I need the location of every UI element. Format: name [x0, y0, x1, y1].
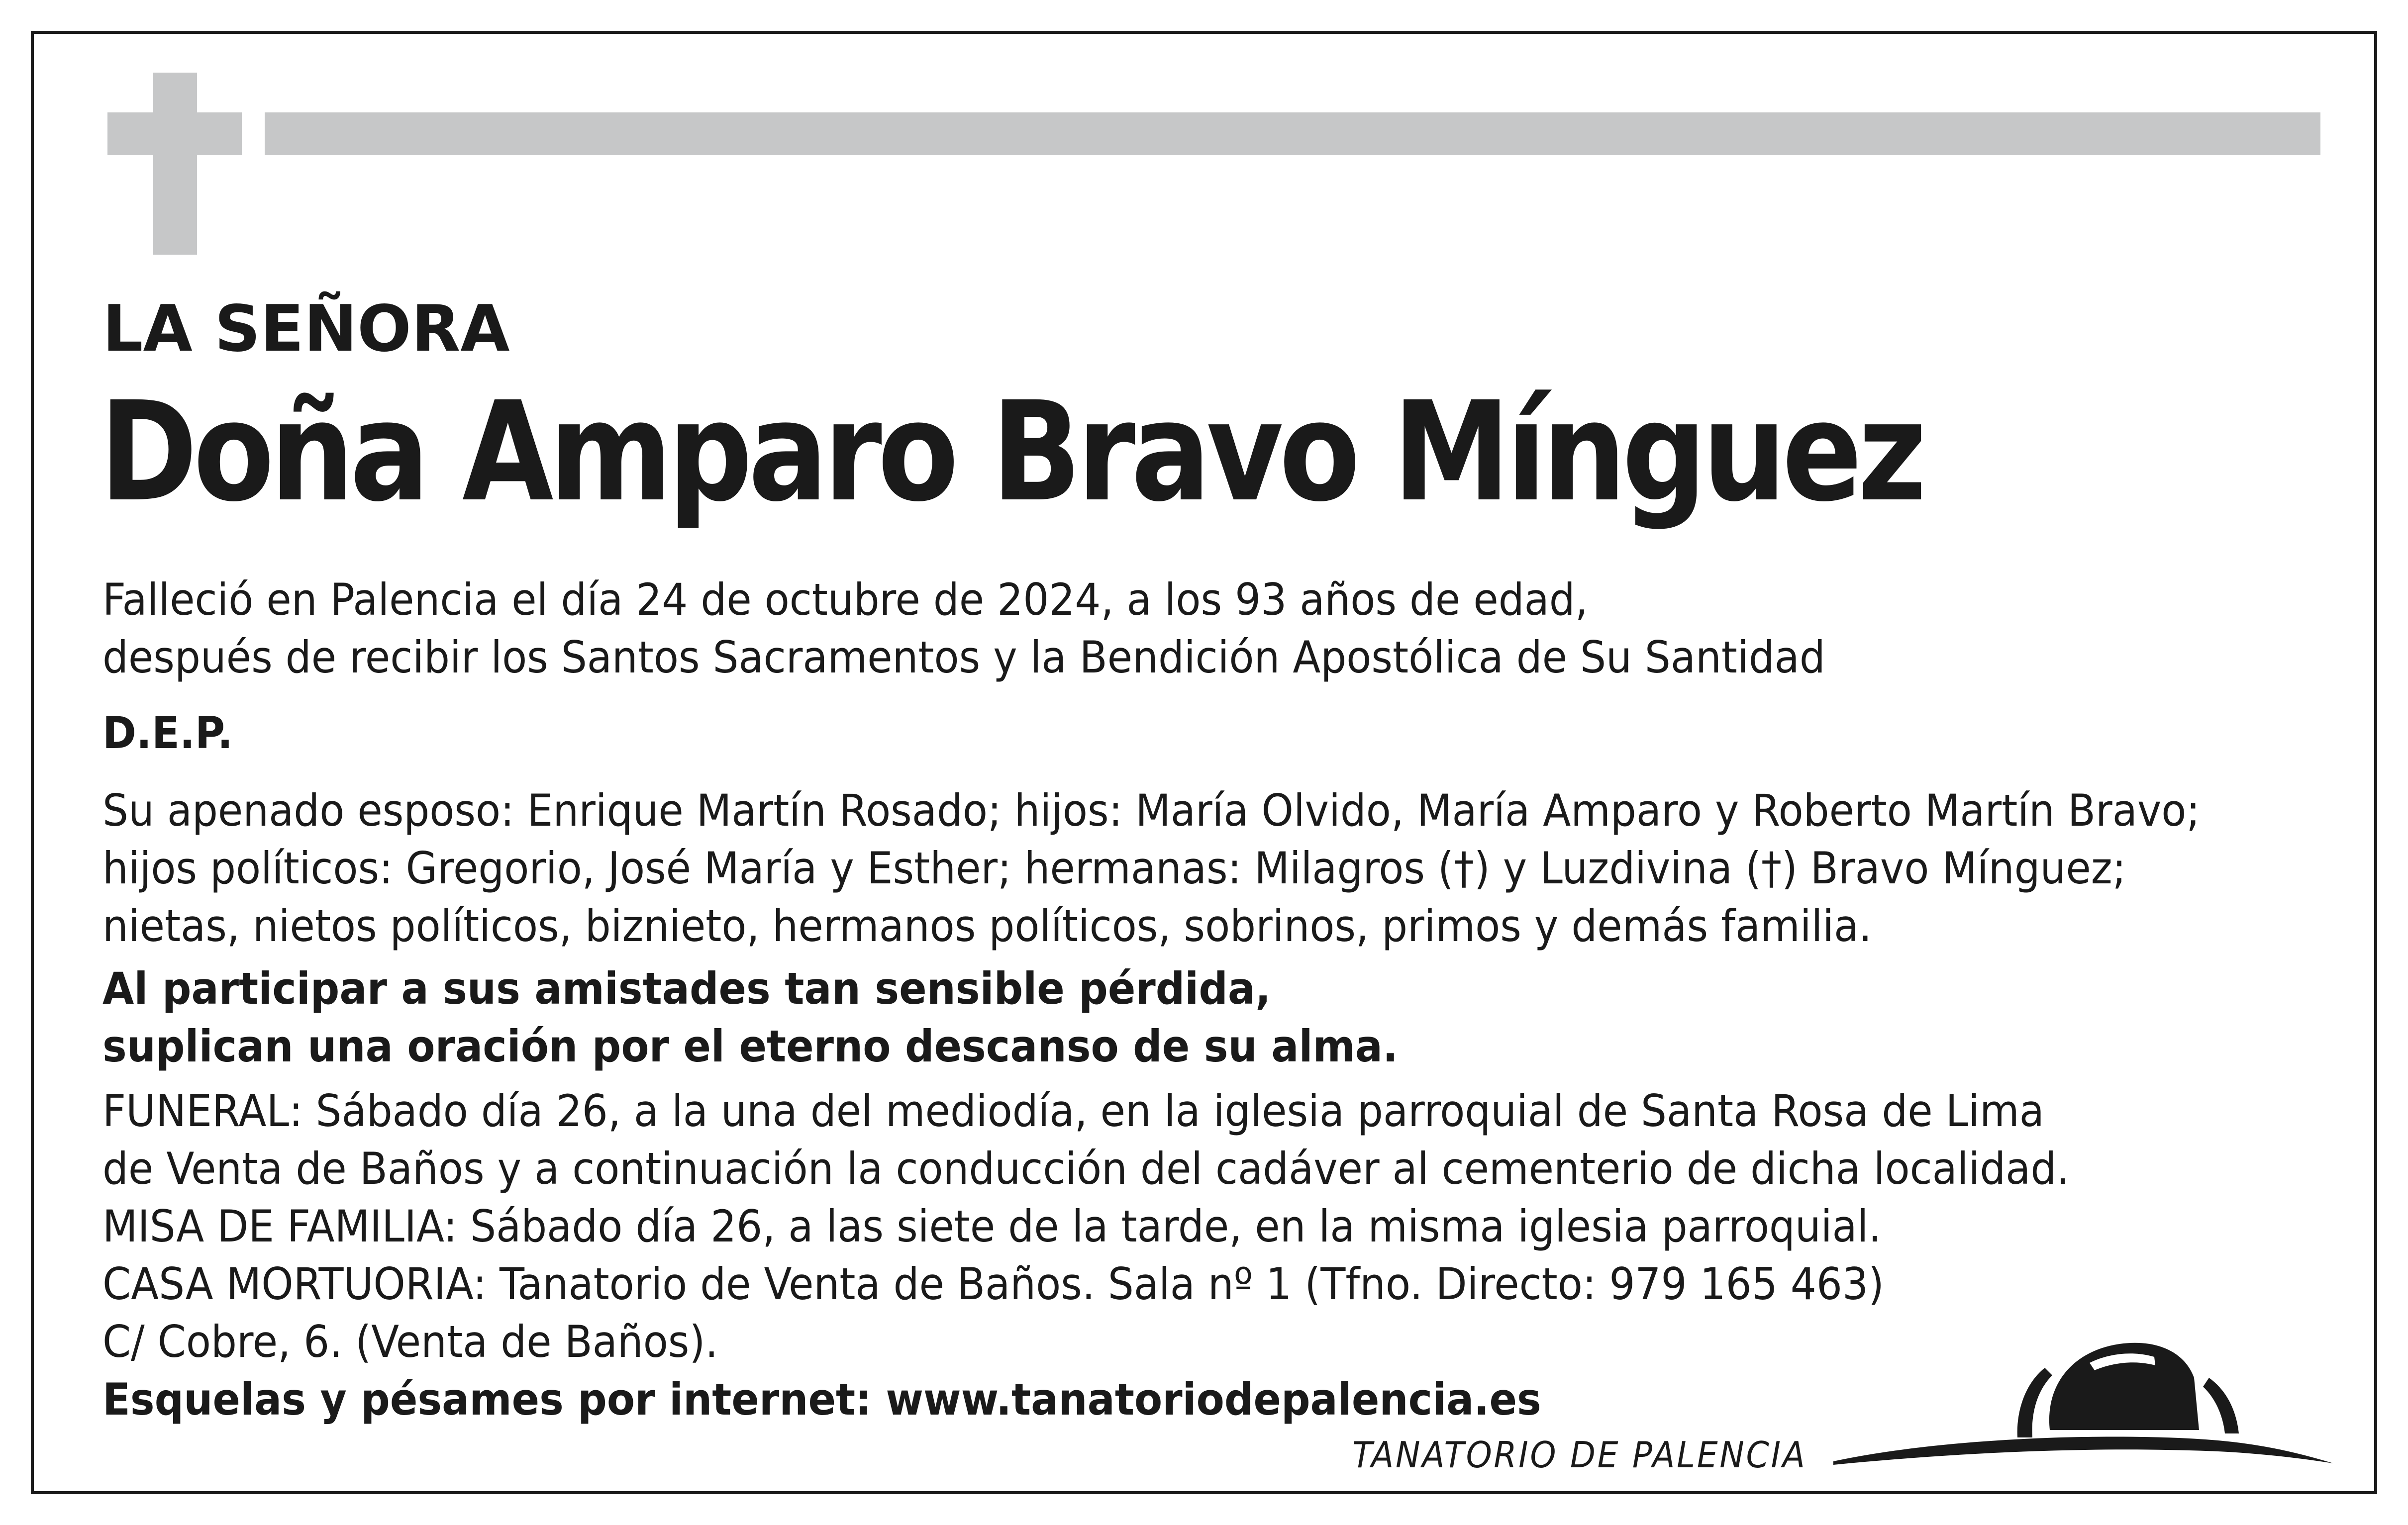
death-notice-line: Falleció en Palencia el día 24 de octubre de 2024, a los 93 años de edad,: [102, 574, 1588, 625]
deceased-name: Doña Amparo Bravo Mínguez: [100, 373, 1922, 532]
cross-icon-horizontal: [107, 112, 242, 155]
funeral-line: de Venta de Baños y a continuación la conducción del cadáver al cementerio de dicha localidad.: [102, 1143, 2070, 1194]
address-line: C/ Cobre, 6. (Venta de Baños).: [102, 1316, 718, 1367]
family-line: nietas, nietos políticos, biznieto, hermanos políticos, sobrinos, primos y demás familia.: [102, 900, 1872, 952]
family-mass-line: MISA DE FAMILIA: Sábado día 26, a las siete de la tarde, en la misma iglesia parroquial.: [102, 1201, 1882, 1252]
plea-line: Al participar a sus amistades tan sensible pérdida,: [102, 963, 1271, 1014]
plea-text: [102, 960, 1398, 1075]
family-list: [102, 782, 2200, 955]
intro-title: LA SEÑORA: [102, 292, 510, 366]
dep-label: D.E.P.: [102, 707, 233, 759]
death-notice: [102, 571, 1825, 686]
family-line: hijos políticos: Gregorio, José María y Esther; hermanas: Milagros (†) y Luzdivina (†) Bravo Mínguez;: [102, 843, 2126, 894]
funeral-line: FUNERAL: Sábado día 26, a la una del mediodía, en la iglesia parroquial de Santa Rosa de Lima: [102, 1085, 2044, 1137]
family-line: Su apenado esposo: Enrique Martín Rosado; hijos: María Olvido, María Amparo y Roberto Martín Bravo;: [102, 785, 2200, 836]
logo-text: TANATORIO DE PALENCIA: [1352, 1434, 1807, 1476]
header-rule: [265, 112, 2320, 155]
death-notice-line: después de recibir los Santos Sacramentos y la Bendición Apostólica de Su Santidad: [102, 632, 1825, 683]
cross-icon-vertical: [153, 73, 197, 255]
plea-line: suplican una oración por el eterno descanso de su alma.: [102, 1021, 1399, 1072]
internet-line: Esquelas y pésames por internet: www.tanatoriodepalencia.es: [102, 1374, 1541, 1425]
funeral-home-line: CASA MORTUORIA: Tanatorio de Venta de Baños. Sala nº 1 (Tfno. Directo: 979 165 463): [102, 1258, 1884, 1310]
